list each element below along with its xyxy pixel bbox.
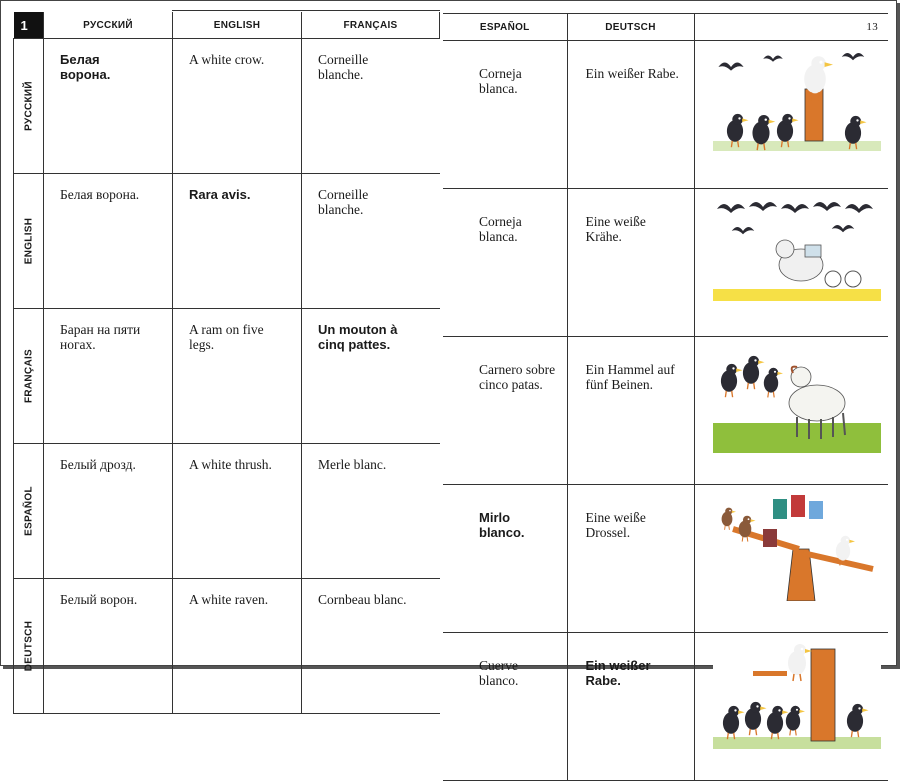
column-header-english: ENGLISH [173, 12, 302, 39]
table-row [443, 485, 888, 633]
table-cell [567, 41, 694, 189]
idiom-text: Белый дрозд. [60, 457, 136, 472]
idiom-text: Белый ворон. [60, 592, 138, 607]
ram-with-five-legs-illustration [713, 341, 881, 453]
row-header [14, 579, 44, 714]
idiom-text: Corneja blanca. [479, 66, 522, 96]
illustration-cell [694, 41, 888, 189]
idiom-text: Merle blanc. [318, 457, 387, 472]
table-cell [567, 189, 694, 337]
table-row [443, 41, 888, 189]
idiom-text: Mirlo blanco. [479, 510, 525, 540]
table-cell [302, 174, 440, 309]
table-row [443, 633, 888, 781]
white-thrush-in-tree-with-birdhouses-illustration [713, 489, 881, 601]
table-cell [173, 444, 302, 579]
column-header-german: DEUTSCH [567, 14, 694, 41]
table-cell [44, 579, 173, 714]
column-header-french: FRANÇAIS [302, 12, 440, 39]
table-cell [443, 485, 567, 633]
left-page-table [13, 12, 440, 714]
table-cell [44, 444, 173, 579]
table-row [443, 337, 888, 485]
white-bird-reading-under-flying-crows-illustration [713, 193, 881, 305]
table-row [14, 309, 440, 444]
page-number: 13 [694, 14, 888, 41]
table-row [14, 39, 440, 174]
table-cell [443, 633, 567, 781]
table-cell [567, 337, 694, 485]
table-cell [44, 39, 173, 174]
idiom-text: Баран на пяти ногах. [60, 322, 141, 352]
row-label: РУССКИЙ [23, 81, 34, 131]
idiom-text: Corneille blanche. [318, 52, 369, 82]
row-header [14, 309, 44, 444]
table-cell [443, 337, 567, 485]
row-label: ESPAÑOL [23, 486, 34, 536]
idiom-text: Ein Hammel auf fünf Beinen. [585, 362, 675, 392]
idiom-text: Cornbeau blanc. [318, 592, 407, 607]
row-header [14, 39, 44, 174]
table-cell [443, 41, 567, 189]
table-cell [302, 309, 440, 444]
column-header-spanish: ESPAÑOL [443, 14, 567, 41]
table-row [14, 444, 440, 579]
row-header [14, 444, 44, 579]
row-label: DEUTSCH [23, 620, 34, 672]
idiom-text: Cuerve blanco. [479, 658, 519, 688]
idiom-text: A ram on five legs. [189, 322, 264, 352]
illustration-cell [694, 633, 888, 781]
table-cell [302, 39, 440, 174]
table-cell [173, 39, 302, 174]
table-row [14, 579, 440, 714]
illustration-cell [694, 485, 888, 633]
idiom-text: A white thrush. [189, 457, 272, 472]
table-cell [44, 174, 173, 309]
table-number: 1 [14, 12, 44, 39]
white-crow-among-black-crows-illustration [713, 45, 881, 157]
table-cell [443, 189, 567, 337]
idiom-text: Carnero sobre cinco patas. [479, 362, 556, 392]
table-cell [173, 174, 302, 309]
table-cell [302, 444, 440, 579]
idiom-text: Ein weißer Rabe. [585, 658, 651, 688]
row-label: ENGLISH [23, 217, 34, 265]
idiom-text: Белая ворона. [60, 52, 111, 82]
table-cell [173, 309, 302, 444]
idiom-text: Corneja blanca. [479, 214, 522, 244]
idiom-text: Eine weiße Drossel. [585, 510, 646, 540]
table-cell [44, 309, 173, 444]
white-raven-on-tree-stump-illustration [713, 637, 881, 749]
table-cell [567, 633, 694, 781]
idiom-text: Rara avis. [189, 187, 251, 202]
row-header [14, 174, 44, 309]
illustration-cell [694, 189, 888, 337]
idiom-text: Ein weißer Rabe. [585, 66, 679, 81]
table-row [443, 189, 888, 337]
table-row [14, 174, 440, 309]
table-cell [302, 579, 440, 714]
header-row [14, 12, 440, 39]
idiom-text: Eine weiße Krähe. [585, 214, 646, 244]
header-row [443, 14, 888, 41]
top-rule-left [172, 10, 440, 11]
idiom-text: Белая ворона. [60, 187, 140, 202]
table-cell [567, 485, 694, 633]
idiom-text: Un mouton à cinq pattes. [318, 322, 398, 352]
table-cell [173, 579, 302, 714]
column-header-russian: РУССКИЙ [44, 12, 173, 39]
illustration-cell [694, 337, 888, 485]
idiom-text: A white crow. [189, 52, 265, 67]
right-page-table [443, 14, 888, 781]
idiom-text: A white raven. [189, 592, 269, 607]
idiom-text: Corneille blanche. [318, 187, 369, 217]
row-label: FRANÇAIS [23, 348, 34, 404]
